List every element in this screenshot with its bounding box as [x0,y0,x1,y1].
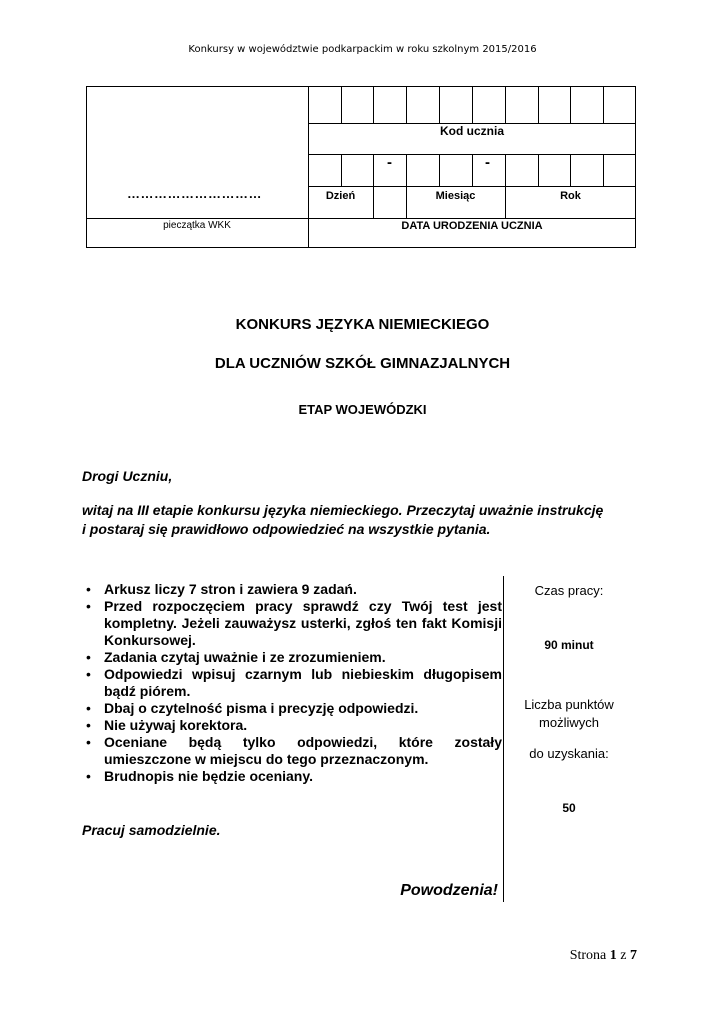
date-separator: - [387,154,392,171]
stage-title: ETAP WOJEWÓDZKI [298,402,427,417]
list-item: • Przed rozpoczęciem pracy sprawdź czy Twój test jest kompletny. Jeżeli zauważysz usterki, zgłoś ten fakt Komisji Konkursowej. [82,598,502,649]
list-item: • Brudnopis nie będzie oceniany. [82,768,502,785]
birthdate-label: DATA URODZENIA UCZNIA [401,220,543,232]
contest-title: KONKURS JĘZYKA NIEMIECKIEGO [235,316,490,333]
points-label-1: Liczba punktów [524,697,614,712]
date-separator: - [485,154,490,171]
of-word: z [620,948,627,963]
page-number [570,948,637,964]
list-item: • Arkusz liczy 7 stron i zawiera 9 zadań. [82,581,502,598]
points-label-3: do uzyskania: [529,746,609,761]
time-label: Czas pracy: [534,583,604,598]
total-pages: 7 [630,948,637,963]
intro-line-2: i postaraj się prawidłowo odpowiedzieć na wszystkie pytania. [82,521,491,537]
intro-line-1: witaj na III etapie konkursu języka niemieckiego. Przeczytaj uważnie instrukcję [82,502,604,518]
list-item: • Dbaj o czytelność pisma i precyzję odpowiedzi. [82,700,502,717]
points-label-2: możliwych [539,715,599,730]
stamp-dotted-line: ………………………… [127,186,262,201]
stamp-label: pieczątka WKK [163,220,231,231]
list-item: • Odpowiedzi wpisuj czarnym lub niebieskim długopisem bądź piórem. [82,666,502,700]
time-value: 90 minut [544,638,594,652]
page-word: Strona [569,948,607,963]
work-alone-note: Pracuj samodzielnie. [82,822,221,838]
kod-ucznia-label: Kod ucznia [439,124,504,138]
list-item: • Oceniane będą tylko odpowiedzi, które zostały umieszczone w miejscu do tego przeznaczonym. [82,734,502,768]
day-label: Dzień [325,190,356,202]
good-luck: Powodzenia! [400,882,498,899]
month-label: Miesiąc [435,190,476,202]
points-value: 50 [562,801,576,815]
list-item: • Zadania czytaj uważnie i ze zrozumieniem. [82,649,502,666]
year-label: Rok [560,190,581,202]
contest-subtitle: DLA UCZNIÓW SZKÓŁ GIMNAZJALNYCH [214,355,511,372]
page-header: Konkursy w województwie podkarpackim w roku szkolnym 2015/2016 [188,44,537,55]
current-page: 1 [609,948,617,963]
instructions-list [82,581,502,785]
list-item: • Nie używaj korektora. [82,717,502,734]
greeting: Drogi Uczniu, [82,468,173,484]
column-divider [503,576,504,902]
